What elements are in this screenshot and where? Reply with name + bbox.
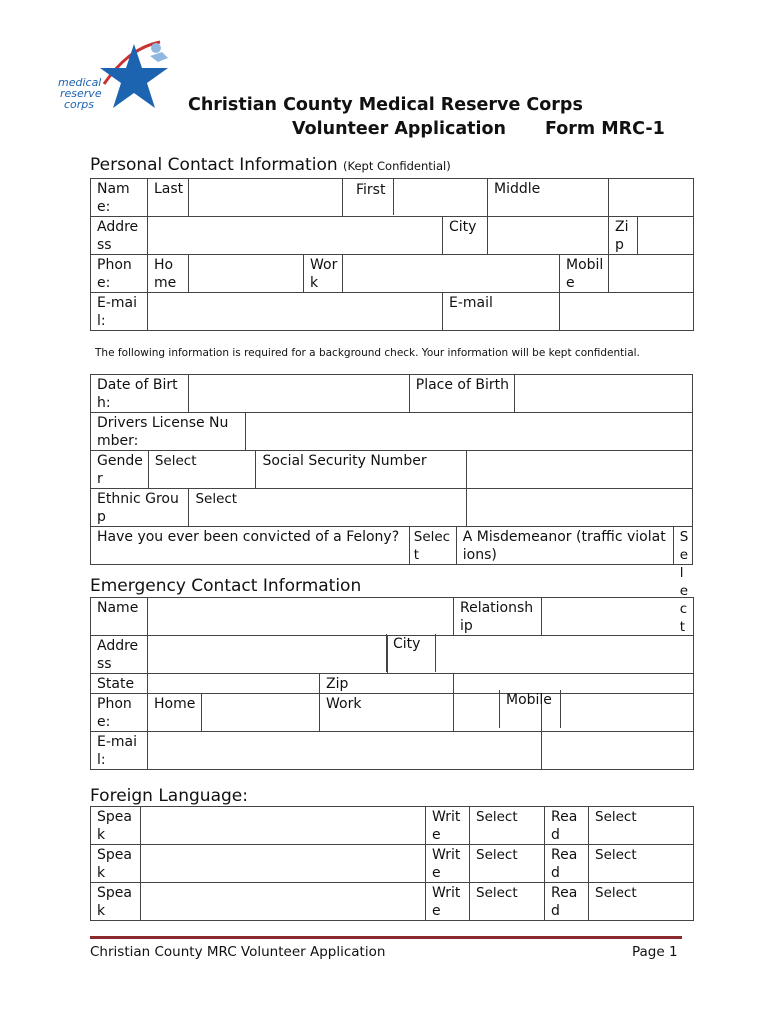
language-heading: Foreign Language: <box>90 786 248 806</box>
personal-heading-text: Personal Contact Information <box>90 155 338 175</box>
language-table <box>90 806 694 921</box>
ec-phone-label: Phone: <box>91 694 148 732</box>
ec-name-row <box>91 598 694 636</box>
phone-label: Phone: <box>91 255 148 293</box>
first-divider <box>393 178 394 215</box>
ec-state-input[interactable] <box>148 674 320 694</box>
ec-zip-input[interactable] <box>454 674 694 694</box>
footer-title: Christian County MRC Volunteer Application <box>90 944 386 960</box>
language-row <box>91 845 694 883</box>
write-select[interactable]: Select <box>470 845 545 883</box>
address-label: Address <box>91 217 148 255</box>
misd-select[interactable]: Select <box>679 529 689 635</box>
page-subtitle: Volunteer Application <box>292 119 506 139</box>
gender-select[interactable]: Select <box>148 451 256 489</box>
personal-table <box>90 178 694 331</box>
pob-input[interactable] <box>515 375 692 412</box>
address-input[interactable] <box>148 217 443 255</box>
email2-label: E-mail <box>443 293 560 331</box>
personal-heading <box>90 155 451 175</box>
page-title: Christian County Medical Reserve Corps <box>188 95 583 115</box>
footer-rule <box>90 936 682 939</box>
dl-row <box>91 413 693 451</box>
write-select[interactable]: Select <box>470 807 545 845</box>
ec-rel-label: Relationship <box>454 598 542 636</box>
ec-address-row <box>91 636 694 674</box>
middle-input[interactable] <box>609 179 694 217</box>
ec-mobile-label: Mobile <box>506 692 552 708</box>
read-label: Read <box>545 883 589 921</box>
speak-label: Speak <box>91 883 141 921</box>
language-row <box>91 807 694 845</box>
city-input[interactable] <box>488 217 609 255</box>
ethnic-blank[interactable] <box>466 489 692 527</box>
gender-label: Gender <box>91 451 149 489</box>
ec-city-cell <box>388 636 694 674</box>
home-label: Home <box>148 255 189 293</box>
ec-email-row <box>91 732 694 770</box>
pob-cell <box>409 375 692 413</box>
ec-name-label: Name <box>91 598 148 636</box>
write-label: Write <box>426 883 470 921</box>
ec-zip-label: Zip <box>320 674 454 694</box>
ec-rel-input[interactable] <box>542 598 694 636</box>
footer-page: Page 1 <box>632 944 678 960</box>
ec-city-label: City <box>393 636 421 652</box>
write-label: Write <box>426 845 470 883</box>
ec-email-input[interactable] <box>148 732 542 770</box>
city-label: City <box>443 217 488 255</box>
ssn-input[interactable] <box>466 451 692 489</box>
ec-email-label: E-mail: <box>91 732 148 770</box>
gender-row <box>91 451 693 489</box>
language-input[interactable] <box>141 807 426 845</box>
language-row <box>91 883 694 921</box>
ec-address-input[interactable] <box>148 636 388 674</box>
language-input[interactable] <box>141 845 426 883</box>
email-input-2[interactable] <box>560 293 694 331</box>
write-select[interactable]: Select <box>470 883 545 921</box>
speak-label: Speak <box>91 845 141 883</box>
emergency-table <box>90 597 694 770</box>
ethnic-label: Ethnic Group <box>91 489 189 527</box>
dl-input[interactable] <box>246 413 693 451</box>
ec-mobile-divider-left <box>499 690 500 728</box>
home-phone-input[interactable] <box>189 255 304 293</box>
read-label: Read <box>545 807 589 845</box>
ec-email-input-2[interactable] <box>542 732 694 770</box>
ec-mobile-input[interactable] <box>542 694 694 732</box>
logo-text-3: corps <box>64 98 95 111</box>
ec-state-label: State <box>91 674 148 694</box>
read-label: Read <box>545 845 589 883</box>
read-select[interactable]: Select <box>589 845 694 883</box>
write-label: Write <box>426 807 470 845</box>
felony-select[interactable]: Select <box>410 527 457 564</box>
logo-text-1: medical <box>58 76 102 89</box>
dl-label: Drivers License Number: <box>91 413 246 451</box>
email-label: E-mail: <box>91 293 148 331</box>
mrc-logo <box>52 38 180 118</box>
dob-row <box>91 375 693 413</box>
ec-name-input[interactable] <box>148 598 454 636</box>
first-label: First <box>356 182 386 198</box>
ec-address-label: Address <box>91 636 148 674</box>
read-select[interactable]: Select <box>589 807 694 845</box>
form-number: Form MRC-1 <box>545 119 665 139</box>
mobile-phone-input[interactable] <box>609 255 694 293</box>
ec-phone-row <box>91 694 694 732</box>
email-input-1[interactable] <box>148 293 443 331</box>
ec-work-label: Work <box>320 694 454 732</box>
ec-mobile-divider-right <box>560 690 561 728</box>
misd-label: A Misdemeanor (traffic violations) <box>457 527 674 564</box>
ethnic-select[interactable]: Select <box>189 489 466 527</box>
address-row <box>91 217 694 255</box>
last-label: Last <box>148 179 189 217</box>
email-row <box>91 293 694 331</box>
background-note: The following information is required for a background check. Your information will be kept confidential. <box>95 347 640 359</box>
speak-label: Speak <box>91 807 141 845</box>
personal-heading-note: (Kept Confidential) <box>343 159 451 173</box>
dob-input[interactable] <box>189 375 409 413</box>
dob-label: Date of Birth: <box>91 375 189 413</box>
ec-home-input[interactable] <box>202 694 320 732</box>
felony-label: Have you ever been convicted of a Felony? <box>91 527 410 565</box>
emergency-heading: Emergency Contact Information <box>90 576 362 596</box>
zip-label: Zip <box>609 217 638 255</box>
last-input[interactable] <box>189 179 343 217</box>
ec-city-divider-left <box>386 634 387 672</box>
ec-state-row <box>91 674 694 694</box>
work-phone-input[interactable] <box>343 255 560 293</box>
pob-label: Place of Birth <box>410 375 515 412</box>
middle-label: Middle <box>488 179 609 217</box>
mobile-label: Mobile <box>560 255 609 293</box>
phone-row <box>91 255 694 293</box>
felony-row <box>91 527 693 565</box>
read-select[interactable]: Select <box>589 883 694 921</box>
ec-home-label: Home <box>148 694 202 732</box>
zip-input[interactable] <box>638 217 694 255</box>
language-input[interactable] <box>141 883 426 921</box>
name-row <box>91 179 694 217</box>
ethnic-row <box>91 489 693 527</box>
name-label: Name: <box>91 179 148 217</box>
ssn-label: Social Security Number <box>256 451 466 489</box>
work-label: Work <box>304 255 343 293</box>
ec-city-divider-right <box>435 634 436 672</box>
logo-text-2: reserve <box>60 87 102 100</box>
